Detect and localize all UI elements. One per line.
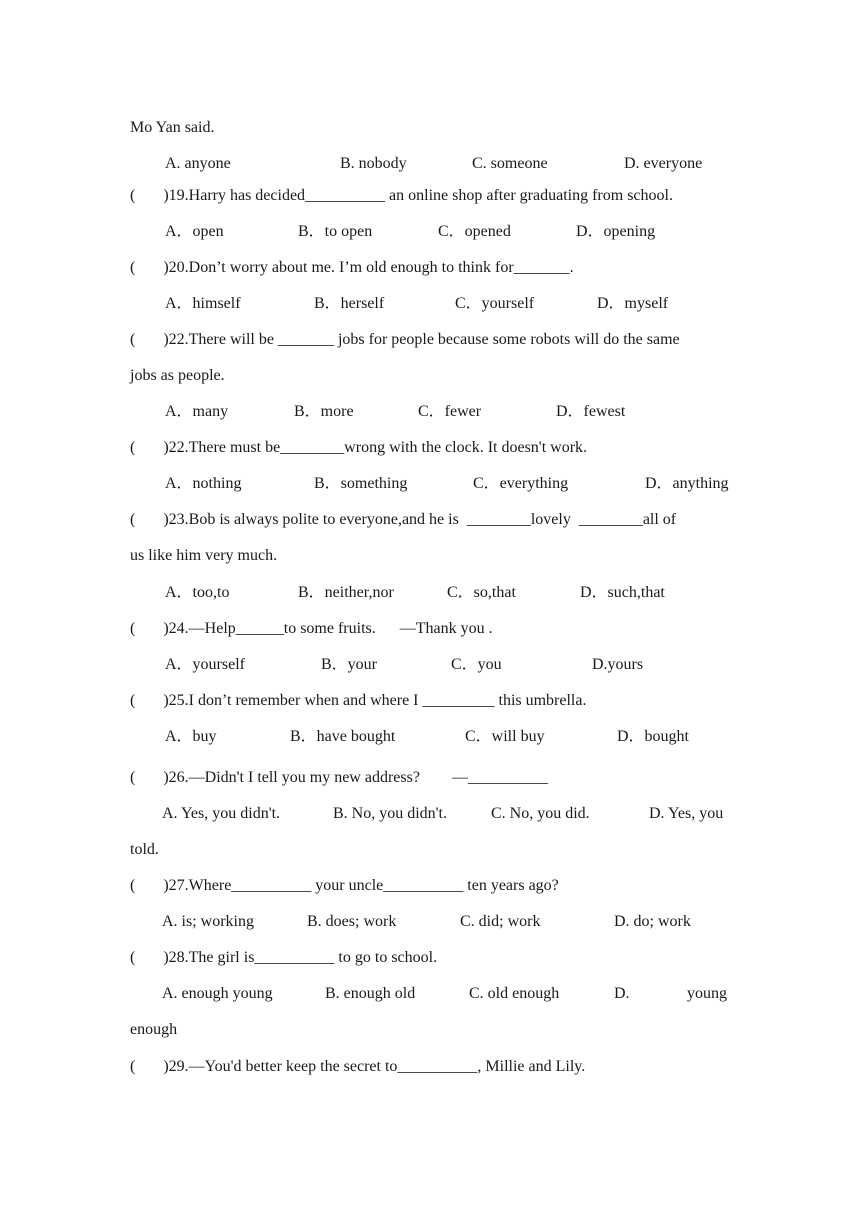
q19-option-c: C．opened — [438, 223, 511, 240]
q23-option-b: B．neither,nor — [298, 584, 394, 601]
q18-option-d: D. everyone — [624, 155, 703, 172]
q22b-option-c: C．everything — [473, 475, 569, 492]
question-23: ( )23.Bob is always polite to everyone,and he is ________lovely ________all of — [130, 511, 677, 528]
question-26: ( )26.—Didn't I tell you my new address? —__________ — [130, 769, 548, 786]
q27-option-d: D. do; work — [614, 913, 691, 930]
q22a-option-c: C．fewer — [418, 403, 482, 420]
q20-option-d: D．myself — [597, 295, 669, 312]
q19-option-b: B．to open — [298, 223, 373, 240]
q22a-option-d: D．fewest — [556, 403, 626, 420]
question-28-continuation: enough — [130, 1021, 178, 1038]
q26-option-a: A. Yes, you didn't. — [162, 805, 281, 822]
q22a-option-a: A．many — [165, 403, 229, 420]
q24-option-a: A．yourself — [165, 656, 245, 673]
q27-option-b: B. does; work — [307, 913, 397, 930]
q22b-option-a: A．nothing — [165, 475, 242, 492]
question-18-continuation: Mo Yan said. — [130, 119, 215, 136]
question-29: ( )29.—You'd better keep the secret to__________, Millie and Lily. — [130, 1058, 586, 1075]
q25-option-b: B．have bought — [290, 728, 396, 745]
question-25: ( )25.I don’t remember when and where I _________ this umbrella. — [130, 692, 587, 709]
question-19: ( )19.Harry has decided__________ an online shop after graduating from school. — [130, 187, 673, 204]
q28-option-d-text: young — [687, 985, 727, 1002]
q22b-option-d: D．anything — [645, 475, 729, 492]
q24-option-c: C．you — [451, 656, 502, 673]
q22b-option-b: B．something — [314, 475, 408, 492]
q28-option-b: B. enough old — [325, 985, 416, 1002]
q27-option-a: A. is; working — [162, 913, 254, 930]
q24-option-d: D.yours — [592, 656, 644, 673]
q18-option-a: A. anyone — [165, 155, 231, 172]
q25-option-d: D．bought — [617, 728, 690, 745]
question-20: ( )20.Don’t worry about me. I’m old enough to think for_______. — [130, 259, 574, 276]
q23-option-c: C．so,that — [447, 584, 516, 601]
question-23-continuation: us like him very much. — [130, 547, 278, 564]
q20-option-c: C．yourself — [455, 295, 535, 312]
q28-option-c: C. old enough — [469, 985, 560, 1002]
q25-option-c: C．will buy — [465, 728, 545, 745]
q28-option-a: A. enough young — [162, 985, 273, 1002]
q20-option-b: B．herself — [314, 295, 385, 312]
q23-option-a: A．too,to — [165, 584, 230, 601]
q26-option-d: D. Yes, you — [649, 805, 724, 822]
question-27: ( )27.Where__________ your uncle__________ ten years ago? — [130, 877, 559, 894]
q25-option-a: A．buy — [165, 728, 217, 745]
q22a-option-b: B．more — [294, 403, 354, 420]
question-24: ( )24.—Help______to some fruits. —Thank you . — [130, 620, 493, 637]
question-22b: ( )22.There must be________wrong with the clock. It doesn't work. — [130, 439, 588, 456]
question-26-continuation: told. — [130, 841, 159, 858]
q18-option-c: C. someone — [472, 155, 548, 172]
q20-option-a: A．himself — [165, 295, 241, 312]
q19-option-d: D．opening — [576, 223, 656, 240]
q18-option-b: B. nobody — [340, 155, 407, 172]
q23-option-d: D．such,that — [580, 584, 665, 601]
q19-option-a: A．open — [165, 223, 224, 240]
question-22a: ( )22.There will be _______ jobs for people because some robots will do the same — [130, 331, 680, 348]
question-28: ( )28.The girl is__________ to go to school. — [130, 949, 438, 966]
q26-option-b: B. No, you didn't. — [333, 805, 447, 822]
question-22a-continuation: jobs as people. — [130, 367, 225, 384]
q28-option-d-letter: D. — [614, 985, 630, 1002]
q27-option-c: C. did; work — [460, 913, 541, 930]
q26-option-c: C. No, you did. — [491, 805, 590, 822]
q24-option-b: B．your — [321, 656, 378, 673]
